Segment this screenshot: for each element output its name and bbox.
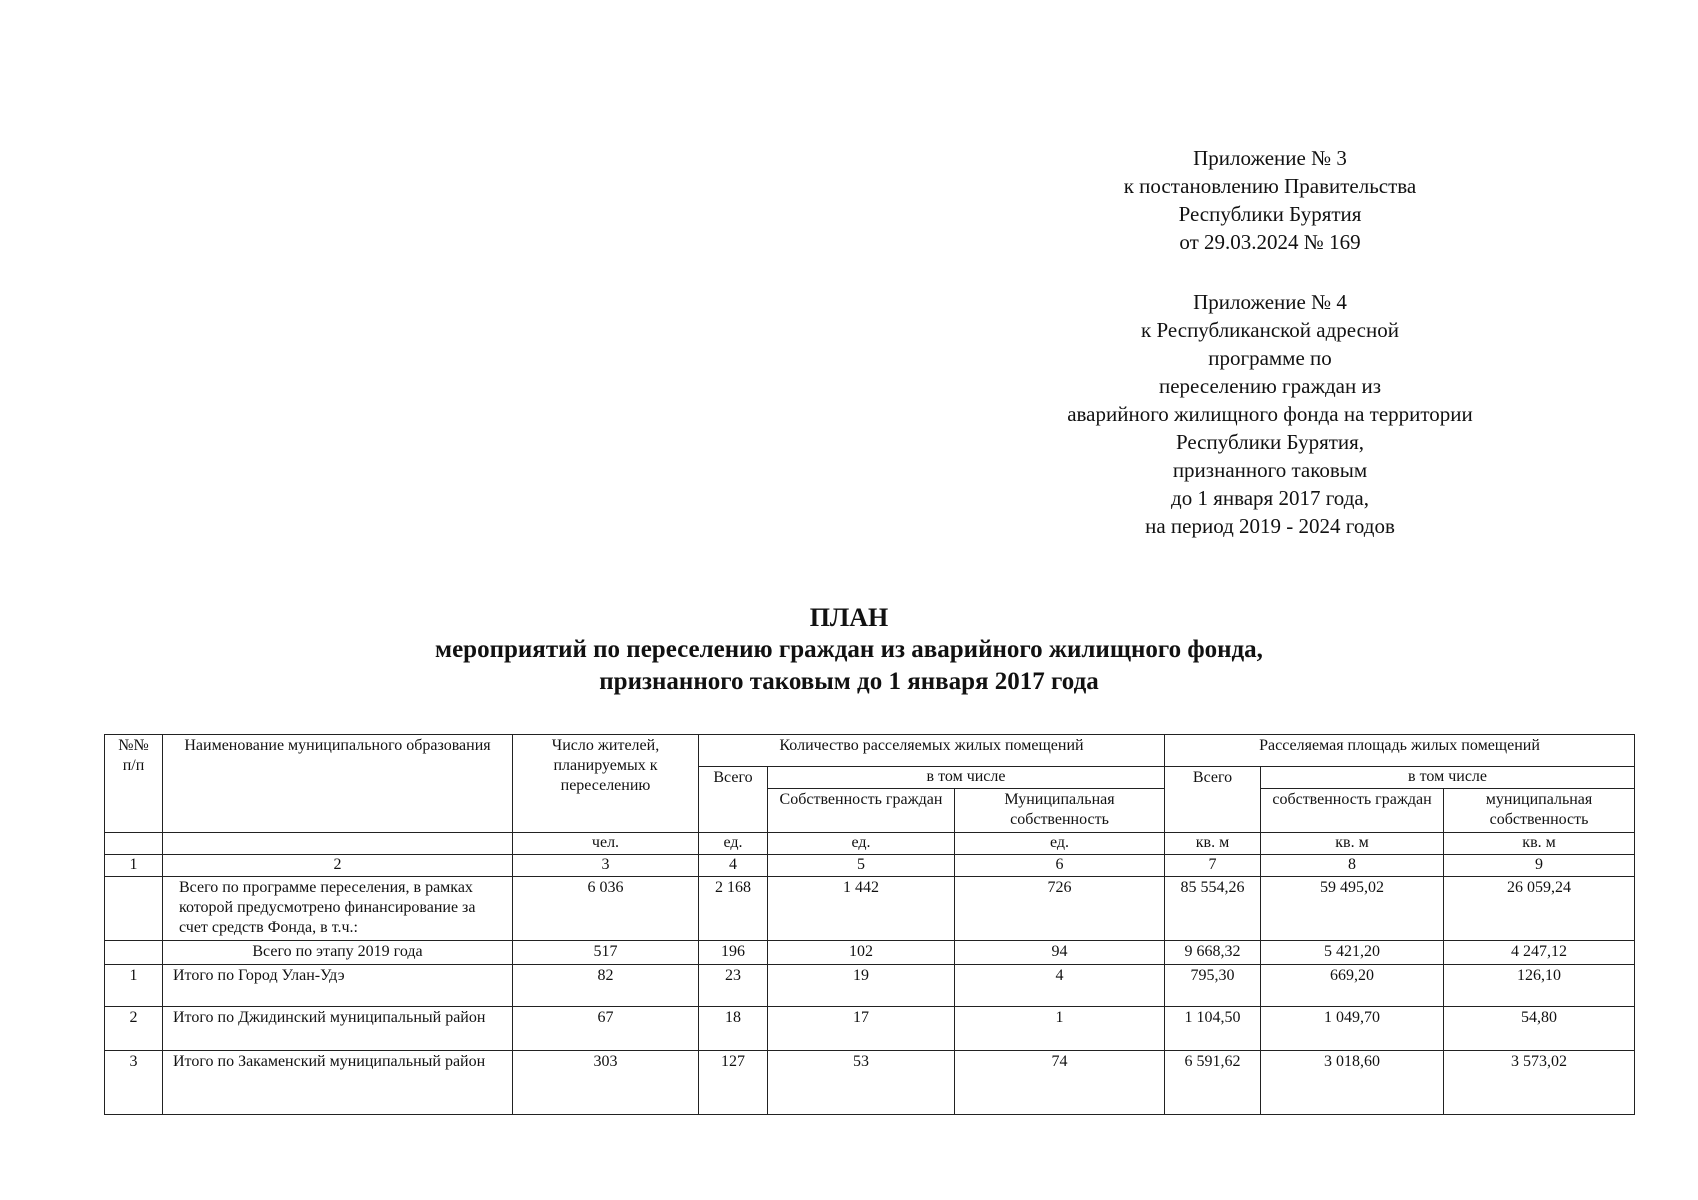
row-num: 2 <box>105 1007 163 1051</box>
row-area-private: 1 049,70 <box>1261 1007 1444 1051</box>
row-rooms-total: 196 <box>699 941 768 965</box>
header-area-municipal: муниципальная собственность <box>1444 789 1635 833</box>
row-rooms-municipal: 94 <box>955 941 1165 965</box>
header-area-including: в том числе <box>1261 767 1635 789</box>
header-rooms-total: Всего <box>699 767 768 833</box>
row-residents: 6 036 <box>513 877 699 941</box>
row-area-private: 669,20 <box>1261 965 1444 1007</box>
header-rooms-including: в том числе <box>768 767 1165 789</box>
unit-cell: кв. м <box>1261 833 1444 855</box>
row-num: 3 <box>105 1051 163 1115</box>
title-line-3: признанного таковым до 1 января 2017 года <box>599 668 1099 695</box>
row-area-municipal: 3 573,02 <box>1444 1051 1635 1115</box>
header-area-total: Всего <box>1165 767 1261 833</box>
table-row <box>105 941 1635 965</box>
appendix-4-line: признанного таковым <box>1172 458 1368 482</box>
row-rooms-private: 19 <box>768 965 955 1007</box>
row-area-private: 3 018,60 <box>1261 1051 1444 1115</box>
row-residents: 67 <box>513 1007 699 1051</box>
row-name: Всего по этапу 2019 года <box>163 941 513 965</box>
unit-cell: ед. <box>955 833 1165 855</box>
row-rooms-total: 127 <box>699 1051 768 1115</box>
row-area-municipal: 4 247,12 <box>1444 941 1635 965</box>
row-area-total: 85 554,26 <box>1165 877 1261 941</box>
row-name: Итого по Закаменский муниципальный район <box>163 1051 513 1115</box>
row-name: Всего по программе переселения, в рамках которой предусмотрено финансирование за счет средств Фонда, в т.ч.: <box>163 877 513 941</box>
row-area-municipal: 54,80 <box>1444 1007 1635 1051</box>
row-rooms-private: 17 <box>768 1007 955 1051</box>
row-rooms-total: 18 <box>699 1007 768 1051</box>
column-number: 9 <box>1444 855 1635 877</box>
appendix-4-line: Приложение № 4 <box>1193 290 1347 314</box>
row-area-total: 9 668,32 <box>1165 941 1261 965</box>
row-rooms-municipal: 4 <box>955 965 1165 1007</box>
unit-cell: ед. <box>768 833 955 855</box>
unit-cell <box>105 833 163 855</box>
row-rooms-private: 53 <box>768 1051 955 1115</box>
row-rooms-private: 102 <box>768 941 955 965</box>
unit-cell: чел. <box>513 833 699 855</box>
row-area-total: 1 104,50 <box>1165 1007 1261 1051</box>
column-number: 5 <box>768 855 955 877</box>
appendix-4-line: на период 2019 - 2024 годов <box>1145 514 1395 538</box>
header-rooms-private: Собственность граждан <box>768 789 955 833</box>
unit-cell: ед. <box>699 833 768 855</box>
row-num: 1 <box>105 965 163 1007</box>
column-number: 1 <box>105 855 163 877</box>
row-rooms-municipal: 726 <box>955 877 1165 941</box>
row-area-private: 59 495,02 <box>1261 877 1444 941</box>
appendix-4-header <box>1020 288 1520 540</box>
row-rooms-total: 23 <box>699 965 768 1007</box>
column-number: 4 <box>699 855 768 877</box>
header-area-private: собственность граждан <box>1261 789 1444 833</box>
appendix-3-line: к постановлению Правительства <box>1123 174 1417 198</box>
column-number: 7 <box>1165 855 1261 877</box>
appendix-3-header <box>1020 144 1520 256</box>
row-num <box>105 941 163 965</box>
header-rooms-municipal: Муниципальная собственность <box>955 789 1165 833</box>
column-number: 3 <box>513 855 699 877</box>
table-row <box>105 1051 1635 1115</box>
title-line-2: мероприятий по переселению граждан из аварийного жилищного фонда, <box>435 636 1263 663</box>
row-rooms-total: 2 168 <box>699 877 768 941</box>
appendix-4-line: программе по <box>1208 346 1332 370</box>
unit-cell: кв. м <box>1444 833 1635 855</box>
table-row <box>105 965 1635 1007</box>
title-main: ПЛАН <box>809 603 889 632</box>
appendix-4-line: Республики Бурятия, <box>1175 430 1365 454</box>
appendix-3-line: от 29.03.2024 № 169 <box>1179 230 1361 254</box>
row-rooms-private: 1 442 <box>768 877 955 941</box>
document-title <box>0 602 1698 698</box>
row-area-total: 795,30 <box>1165 965 1261 1007</box>
row-area-municipal: 26 059,24 <box>1444 877 1635 941</box>
row-num <box>105 877 163 941</box>
header-name: Наименование муниципального образования <box>163 735 513 833</box>
header-area-group: Расселяемая площадь жилых помещений <box>1165 735 1635 767</box>
row-area-municipal: 126,10 <box>1444 965 1635 1007</box>
table-row <box>105 877 1635 941</box>
appendix-4-line: к Республиканской адресной <box>1141 318 1399 342</box>
column-number: 6 <box>955 855 1165 877</box>
row-residents: 82 <box>513 965 699 1007</box>
header-rooms-group: Количество расселяемых жилых помещений <box>699 735 1165 767</box>
header-residents: Число жителей, планируемых к переселению <box>513 735 699 833</box>
appendix-4-line: переселению граждан из <box>1159 374 1381 398</box>
appendix-4-line: аварийного жилищного фонда на территории <box>1067 402 1473 426</box>
header-num: №№ п/п <box>105 735 163 833</box>
row-name: Итого по Город Улан-Удэ <box>163 965 513 1007</box>
row-rooms-municipal: 74 <box>955 1051 1165 1115</box>
appendix-3-line: Приложение № 3 <box>1193 146 1347 170</box>
column-number: 8 <box>1261 855 1444 877</box>
row-rooms-municipal: 1 <box>955 1007 1165 1051</box>
row-area-private: 5 421,20 <box>1261 941 1444 965</box>
table-row <box>105 1007 1635 1051</box>
unit-cell <box>163 833 513 855</box>
appendix-3-line: Республики Бурятия <box>1178 202 1362 226</box>
row-area-total: 6 591,62 <box>1165 1051 1261 1115</box>
row-name: Итого по Джидинский муниципальный район <box>163 1007 513 1051</box>
column-number: 2 <box>163 855 513 877</box>
resettlement-plan-table <box>104 734 1635 1115</box>
appendix-4-line: до 1 января 2017 года, <box>1171 486 1369 510</box>
row-residents: 303 <box>513 1051 699 1115</box>
unit-cell: кв. м <box>1165 833 1261 855</box>
row-residents: 517 <box>513 941 699 965</box>
